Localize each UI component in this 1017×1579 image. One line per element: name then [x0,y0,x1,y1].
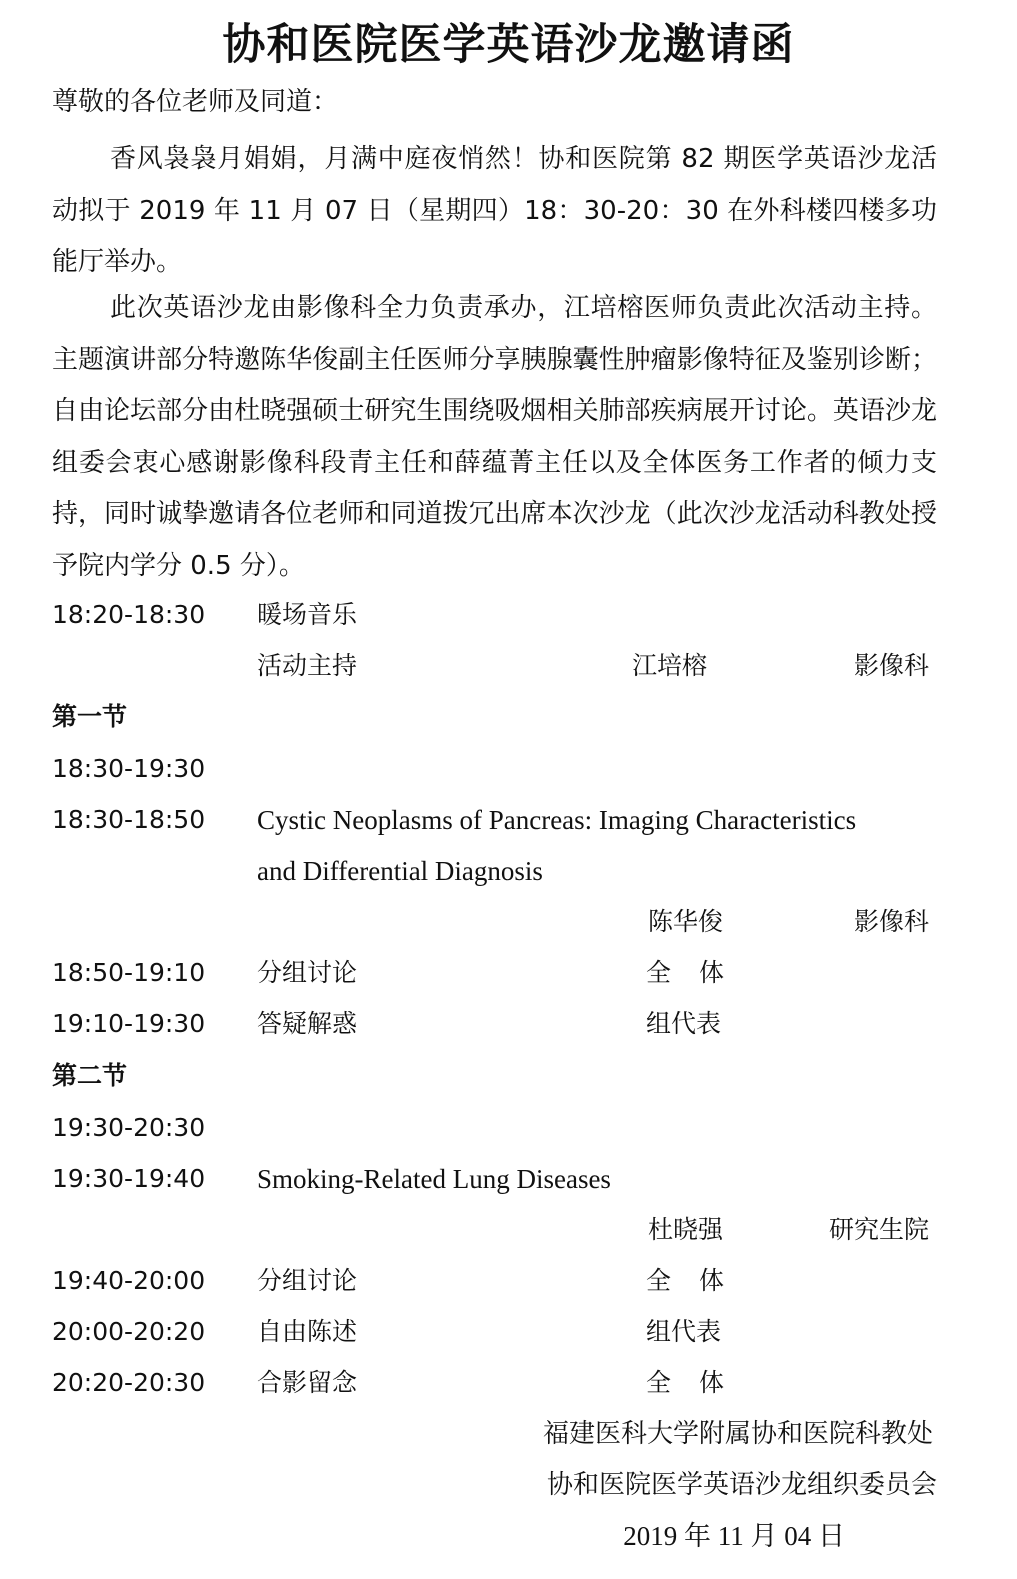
activity: 分组讨论 [257,958,358,987]
talk-title-line-2: and Differential Diagnosis [257,856,543,886]
section-heading-2: 第二节 [52,1061,128,1090]
talk-title-line-1: Cystic Neoplasms of Pancreas: Imaging Characteristics [257,805,857,835]
details-paragraph: 此次英语沙龙由影像科全力负责承办，江培榕医师负责此次活动主持。主题演讲部分特邀陈华俊副主任医师分享胰腺囊性肿瘤影像特征及鉴别诊断；自由论坛部分由杜晓强硕士研究生围绕吸烟相关肺部疾病展开讨论。英语沙龙组委会衷心感谢影像科段青主任和薛蕴菁主任以及全体医务工作者的倾力支持，同时诚挚邀请各位老师和同道拨冗出席本次沙龙（此次沙龙活动科教处授予院内学分 0.5 分）。 [52,293,937,581]
section-span-row [0,749,1017,789]
time-slot: 19:40-20:00 [52,1266,206,1295]
schedule-row [0,1363,1017,1403]
schedule-row [0,800,1017,840]
presenter: 组代表 [646,1009,722,1038]
time-slot: 19:30-19:40 [52,1164,206,1193]
schedule-row [0,1261,1017,1301]
signature-date: 2019 年 11 月 04 日 [623,1521,845,1551]
time-slot: 18:30-19:30 [52,754,206,783]
presenter: 杜晓强 [648,1215,724,1244]
section-heading-1: 第一节 [52,702,128,731]
signature-org-1: 福建医科大学附属协和医院科教处 [542,1419,933,1449]
speaker-row [0,1210,1017,1250]
presenter: 陈华俊 [648,907,724,936]
time-slot: 20:00-20:20 [52,1317,206,1346]
time-slot: 19:30-20:30 [52,1113,206,1142]
presenter: 组代表 [646,1317,722,1346]
schedule-row [0,1312,1017,1352]
signature-org-2: 协和医院医学英语沙龙组织委员会 [546,1470,937,1500]
schedule-row [0,595,1017,635]
time-slot: 18:50-19:10 [52,958,206,987]
presenter: 全体 [646,1368,753,1397]
activity: 暖场音乐 [257,600,358,629]
time-slot: 18:20-18:30 [52,600,206,629]
talk-title: Smoking-Related Lung Diseases [257,1164,611,1194]
schedule-row [0,953,1017,993]
activity: 答疑解惑 [257,1009,358,1038]
department: 影像科 [853,907,929,936]
schedule-row [0,1159,1017,1199]
time-slot: 18:30-18:50 [52,805,206,834]
presenter: 江培榕 [632,651,708,680]
schedule-row-continuation [0,851,1017,891]
greeting: 尊敬的各位老师及同道： [52,87,339,117]
presenter: 全体 [646,1266,753,1295]
schedule-row [0,646,1017,686]
presenter: 全体 [646,958,753,987]
document-title: 协和医院医学英语沙龙邀请函 [222,20,795,70]
department: 研究生院 [828,1215,929,1244]
time-slot: 19:10-19:30 [52,1009,206,1038]
activity: 自由陈述 [257,1317,358,1346]
section-span-row [0,1108,1017,1148]
activity: 活动主持 [257,651,358,680]
activity: 分组讨论 [257,1266,358,1295]
activity: 合影留念 [257,1368,358,1397]
schedule-row [0,1004,1017,1044]
department: 影像科 [853,651,929,680]
speaker-row [0,902,1017,942]
intro-paragraph: 香风袅袅月娟娟，月满中庭夜悄然！协和医院第 82 期医学英语沙龙活动拟于 2019 年 11 月 07 日（星期四）18：30-20：30 在外科楼四楼多功能厅举办。 [52,144,937,277]
time-slot: 20:20-20:30 [52,1368,206,1397]
